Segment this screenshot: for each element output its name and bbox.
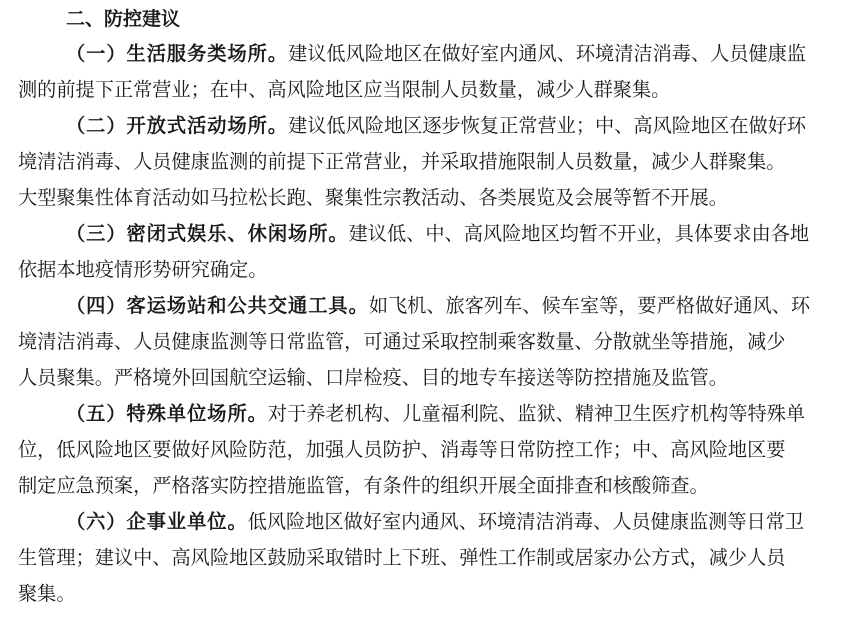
paragraph-6-label: （六）企事业单位。 [66, 510, 248, 533]
paragraph-4-line-1 [66, 288, 810, 324]
paragraph-4-text-1: 如飞机、旅客列车、候车室等，要严格做好通风、环 [368, 294, 811, 317]
paragraph-3-text-1: 建议低、中、高风险地区均暂不开业，具体要求由各地 [348, 222, 810, 245]
paragraph-1-line-2: 测的前提下正常营业；在中、高风险地区应当限制人员数量，减少人群聚集。 [18, 78, 671, 101]
paragraph-2-text-1: 建议低风险地区逐步恢复正常营业；中、高风险地区在做好环 [288, 114, 807, 137]
paragraph-4-label: （四）客运场站和公共交通工具。 [66, 294, 369, 317]
paragraph-4-line-3: 人员聚集。严格境外回国航空运输、口岸检疫、目的地专车接送等防控措施及监管。 [18, 366, 728, 389]
paragraph-5-label: （五）特殊单位场所。 [66, 402, 268, 425]
paragraph-1-label: （一）生活服务类场所。 [66, 42, 289, 65]
paragraph-6-line-3: 聚集。 [18, 582, 76, 605]
paragraph-5-text-1: 对于养老机构、儿童福利院、监狱、精神卫生医疗机构等特殊单 [267, 402, 806, 425]
paragraph-2-line-2: 境清洁消毒、人员健康监测的前提下正常营业，并采取措施限制人员数量，减少人群聚集。 [18, 150, 786, 173]
paragraph-6-line-1 [66, 504, 804, 540]
paragraph-5-line-3: 制定应急预案，严格落实防控措施监管，有条件的组织开展全面排查和核酸筛查。 [18, 474, 709, 497]
paragraph-3-line-1 [66, 216, 809, 252]
paragraph-2-label: （二）开放式活动场所。 [66, 114, 289, 137]
section-heading: 二、防控建议 [66, 8, 181, 30]
paragraph-5-line-2: 位，低风险地区要做好风险防范，加强人员防护、消毒等日常防控工作；中、高风险地区要 [18, 438, 786, 461]
paragraph-1-line-1 [66, 36, 806, 72]
paragraph-1-text-1: 建议低风险地区在做好室内通风、环境清洁消毒、人员健康监 [288, 42, 807, 65]
paragraph-6-text-1: 低风险地区做好室内通风、环境清洁消毒、人员健康监测等日常卫 [247, 510, 805, 533]
paragraph-2-line-3: 大型聚集性体育活动如马拉松长跑、聚集性宗教活动、各类展览及会展等暂不开展。 [18, 186, 728, 209]
paragraph-3-line-2: 依据本地疫情形势研究确定。 [18, 258, 268, 281]
paragraph-4-line-2: 境清洁消毒、人员健康监测等日常监管，可通过采取控制乘客数量、分散就坐等措施，减少 [18, 330, 786, 353]
paragraph-2-line-1 [66, 108, 806, 144]
paragraph-6-line-2: 生管理；建议中、高风险地区鼓励采取错时上下班、弹性工作制或居家办公方式，减少人员 [18, 546, 786, 569]
paragraph-5-line-1 [66, 396, 805, 432]
paragraph-3-label: （三）密闭式娱乐、休闲场所。 [66, 222, 349, 245]
